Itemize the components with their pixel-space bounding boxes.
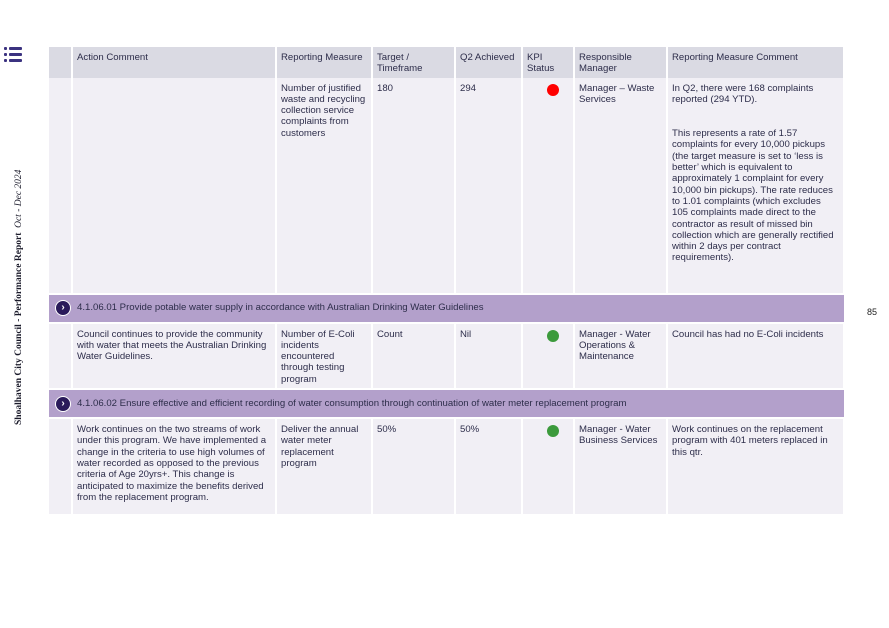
header-kpi-status: KPI Status xyxy=(522,47,574,78)
section-row xyxy=(49,389,844,418)
cell-reporting-measure: Number of justified waste and recycling collection service complaints from customers xyxy=(276,78,372,294)
table-row xyxy=(49,418,844,514)
cell-kpi-status xyxy=(522,418,574,514)
header-responsible-manager: Responsible Manager xyxy=(574,47,667,78)
cell-responsible-manager: Manager – Waste Services xyxy=(574,78,667,294)
cell-q2-achieved: 294 xyxy=(455,78,522,294)
section-cell xyxy=(49,294,844,323)
cell-kpi-status xyxy=(522,323,574,389)
cell-responsible-manager: Manager - Water Operations & Maintenance xyxy=(574,323,667,389)
cell-reporting-measure: Number of E-Coli incidents encountered through testing program xyxy=(276,323,372,389)
chevron-right-circle-icon[interactable]: › xyxy=(55,300,71,316)
kpi-status-red-icon xyxy=(547,84,559,96)
report-title: Shoalhaven City Council - Performance Report xyxy=(14,232,24,425)
report-side-title xyxy=(14,170,24,425)
cell-reporting-measure-comment: Work continues on the replacement program with 401 meters replaced in this qtr. xyxy=(667,418,844,514)
row-expand-cell xyxy=(49,323,72,389)
header-action-comment: Action Comment xyxy=(72,47,276,78)
list-menu-icon[interactable] xyxy=(4,47,22,63)
cell-action-comment xyxy=(72,78,276,294)
cell-q2-achieved: 50% xyxy=(455,418,522,514)
table-row xyxy=(49,78,844,294)
kpi-status-green-icon xyxy=(547,330,559,342)
header-q2-achieved: Q2 Achieved xyxy=(455,47,522,78)
comment-paragraph: In Q2, there were 168 complaints reported (294 YTD). xyxy=(672,82,814,105)
row-expand-cell xyxy=(49,78,72,294)
cell-target: 50% xyxy=(372,418,455,514)
cell-target: 180 xyxy=(372,78,455,294)
table-row xyxy=(49,323,844,389)
cell-responsible-manager: Manager - Water Business Services xyxy=(574,418,667,514)
cell-reporting-measure-comment: Council has had no E-Coli incidents xyxy=(667,323,844,389)
section-label: 4.1.06.01 Provide potable water supply in accordance with Australian Drinking Water Guidelines xyxy=(77,302,484,314)
performance-table xyxy=(49,47,845,514)
cell-reporting-measure-comment xyxy=(667,78,844,294)
section-row xyxy=(49,294,844,323)
cell-kpi-status xyxy=(522,78,574,294)
kpi-status-green-icon xyxy=(547,425,559,437)
cell-reporting-measure: Deliver the annual water meter replacement program xyxy=(276,418,372,514)
comment-paragraph: This represents a rate of 1.57 complaints for every 10,000 pickups (the target measure is set to ‘less is better’ which is equivalent to approximately 1 complaint for every 10,000 bin pickups). The rate reduces to 1.01 complaints (which excludes 105 complaints made direct to the contractor as result of missed bin collection which are generally rectified within 2 days per contract requirements). xyxy=(672,128,834,264)
table-header-row xyxy=(49,47,844,78)
header-expand xyxy=(49,47,72,78)
cell-action-comment: Work continues on the two streams of work under this program. We have implemented a change in the criteria to use high volumes of water recorded as opposed to the previous criteria of Age 20yrs+. This change is anticipated to maximize the benefits derived from the replacement program. xyxy=(72,418,276,514)
header-target-timeframe: Target / Timeframe xyxy=(372,47,455,78)
row-expand-cell xyxy=(49,418,72,514)
page-number: 85 xyxy=(867,307,878,317)
report-period: Oct - Dec 2024 xyxy=(14,169,24,228)
section-cell xyxy=(49,389,844,418)
cell-q2-achieved: Nil xyxy=(455,323,522,389)
header-reporting-measure: Reporting Measure xyxy=(276,47,372,78)
section-label: 4.1.06.02 Ensure effective and efficient recording of water consumption through continuation of water meter replacement program xyxy=(77,397,627,409)
header-reporting-measure-comment: Reporting Measure Comment xyxy=(667,47,844,78)
cell-action-comment: Council continues to provide the community with water that meets the Australian Drinking Water Guidelines. xyxy=(72,323,276,389)
cell-target: Count xyxy=(372,323,455,389)
chevron-right-circle-icon[interactable]: › xyxy=(55,396,71,412)
